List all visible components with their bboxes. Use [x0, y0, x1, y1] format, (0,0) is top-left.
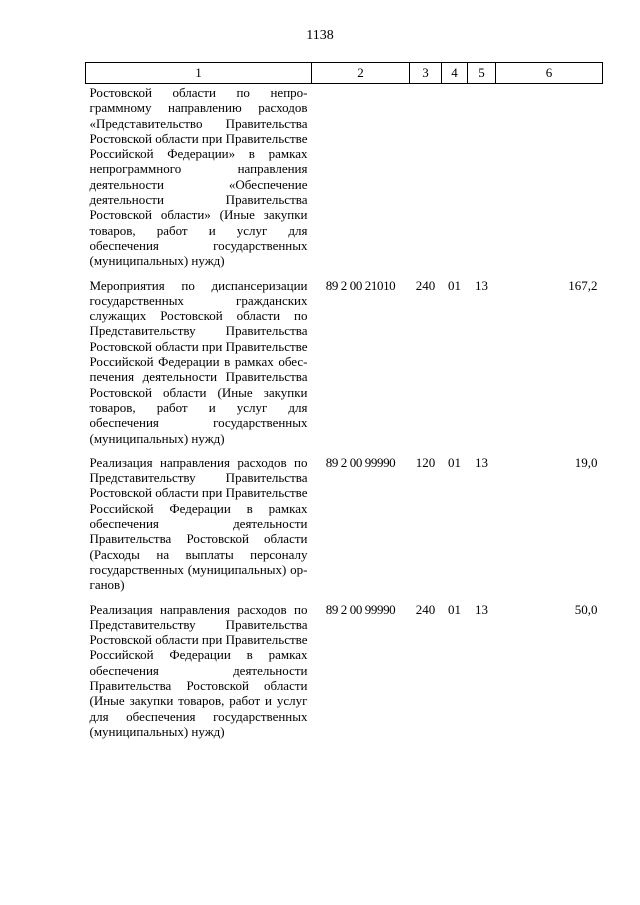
row-rz: 01: [448, 601, 461, 617]
row-vr: 120: [415, 454, 436, 470]
table-row: [86, 84, 603, 278]
header-cell-name: 1: [86, 63, 312, 84]
header-cell-sum: 6: [496, 63, 603, 84]
budget-table: [85, 62, 603, 748]
table-row: [86, 278, 603, 455]
row-pr: 13: [475, 454, 488, 470]
table-row: [86, 455, 603, 602]
row-pr: 13: [475, 277, 488, 293]
row-sum: 19,0: [574, 454, 598, 470]
row-vr: [410, 84, 442, 278]
row-code: 89 2 00 99990: [325, 454, 396, 470]
table-header-row: [86, 63, 603, 84]
table-row: [86, 602, 603, 749]
row-sum: [496, 84, 603, 278]
row-vr: 240: [415, 601, 436, 617]
row-name: Мероприятия по диспансеризации государственных гражданских служащих Ростовской области по Представительству Правительства Ростовской области при Правительстве Российской Федерации в рамках обеспечения деятельности Правительства Ростовской области (Иные закупки товаров, работ и услуг для обеспечения государственных (муниципальных) нужд): [89, 277, 308, 446]
header-cell-pr: 5: [468, 63, 496, 84]
row-sum: 167,2: [568, 277, 598, 293]
row-name: Ростовской области по непрограммному направлению расходов «Представительство Правительства Ростовской области при Правительстве Российской Федерации» в рамках непрограммного направления деятельности «Обеспечение деятельности Правительства Ростовской области» (Иные закупки товаров, работ и услуг для обеспечения государственных (муниципальных) нужд): [89, 85, 308, 269]
row-rz: 01: [448, 277, 461, 293]
header-cell-code: 2: [312, 63, 410, 84]
row-code: 89 2 00 21010: [325, 277, 396, 293]
row-rz: 01: [448, 454, 461, 470]
row-sum: 50,0: [574, 601, 598, 617]
row-name: Реализация направления расходов по Представительству Правительства Ростовской области при Правительстве Российской Федерации в рамках обеспечения деятельности Правительства Ростовской области (Иные закупки товаров, работ и услуг для обеспечения государственных (муниципальных) нужд): [89, 601, 308, 739]
header-cell-vr: 3: [410, 63, 442, 84]
row-code: [312, 84, 410, 278]
row-code: 89 2 00 99990: [325, 601, 396, 617]
row-rz: [442, 84, 468, 278]
row-pr: [468, 84, 496, 278]
row-name: Реализация направления расходов по Представительству Правительства Ростовской области при Правительстве Российской Федерации в рамках обеспечения деятельности Правительства Ростовской области (Расходы на выплаты персоналу государственных (муниципальных) органов): [89, 454, 308, 593]
row-vr: 240: [415, 277, 436, 293]
row-pr: 13: [475, 601, 488, 617]
page-number: 1138: [306, 28, 334, 43]
header-cell-rz: 4: [442, 63, 468, 84]
